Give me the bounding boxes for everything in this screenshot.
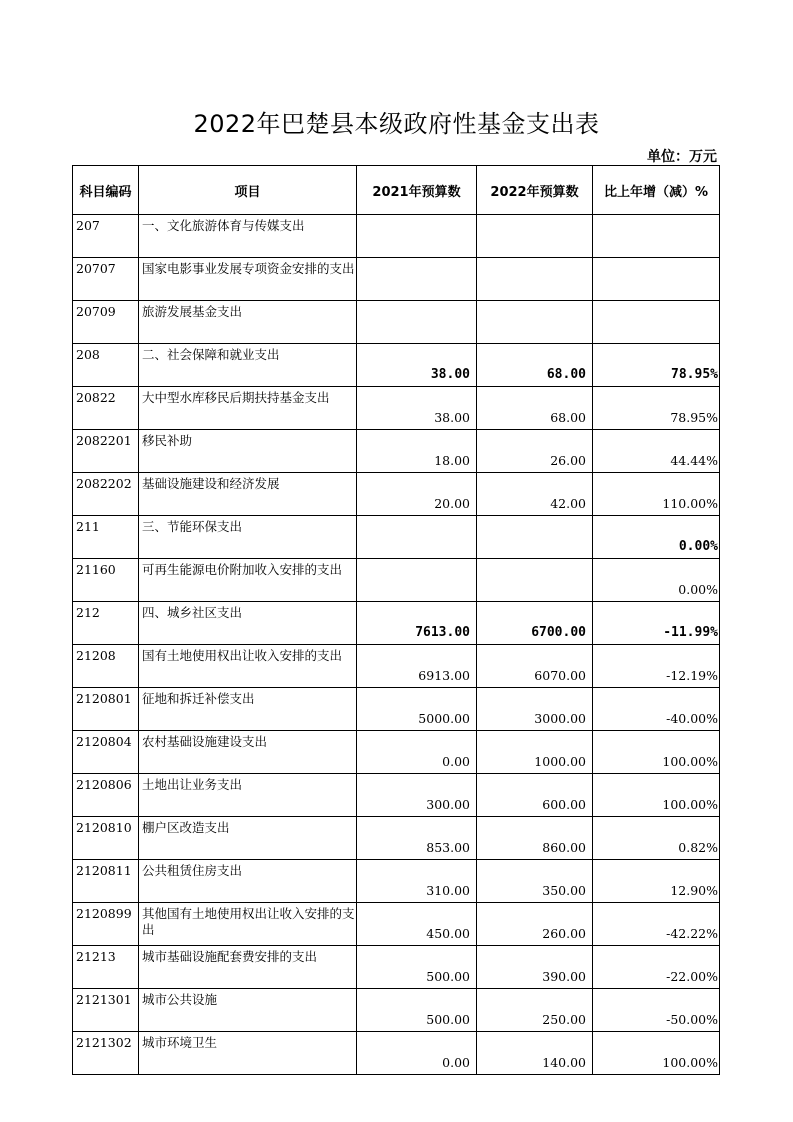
row-code: 2120810 xyxy=(73,817,139,860)
table-row xyxy=(73,387,720,430)
row-item-name: 移民补助 xyxy=(139,430,357,473)
row-item-name: 基础设施建设和经济发展 xyxy=(139,473,357,516)
table-row xyxy=(73,774,720,817)
row-code: 2120899 xyxy=(73,903,139,946)
row-item-name: 城市环境卫生 xyxy=(139,1032,357,1075)
row-2021-budget: 6913.00 xyxy=(357,645,477,688)
row-code: 2121302 xyxy=(73,1032,139,1075)
row-item-name: 征地和拆迁补偿支出 xyxy=(139,688,357,731)
row-change-percent: 44.44% xyxy=(593,430,720,473)
table-row xyxy=(73,903,720,946)
row-2022-budget: 68.00 xyxy=(477,344,593,387)
row-2022-budget: 6700.00 xyxy=(477,602,593,645)
fund-expenditure-table xyxy=(72,165,720,1075)
header-code: 科目编码 xyxy=(73,166,139,215)
row-2022-budget xyxy=(477,258,593,301)
row-item-name: 二、社会保障和就业支出 xyxy=(139,344,357,387)
row-item-name: 可再生能源电价附加收入安排的支出 xyxy=(139,559,357,602)
row-2022-budget xyxy=(477,301,593,344)
row-code: 21160 xyxy=(73,559,139,602)
row-2022-budget: 1000.00 xyxy=(477,731,593,774)
table-header-row xyxy=(73,166,720,215)
row-code: 21208 xyxy=(73,645,139,688)
row-change-percent: 0.00% xyxy=(593,559,720,602)
row-code: 2120801 xyxy=(73,688,139,731)
row-code: 2120806 xyxy=(73,774,139,817)
header-2021-budget: 2021年预算数 xyxy=(357,166,477,215)
row-code: 2082202 xyxy=(73,473,139,516)
row-code: 212 xyxy=(73,602,139,645)
row-2021-budget xyxy=(357,215,477,258)
row-item-name: 旅游发展基金支出 xyxy=(139,301,357,344)
row-code: 20707 xyxy=(73,258,139,301)
row-item-name: 三、节能环保支出 xyxy=(139,516,357,559)
row-code: 2121301 xyxy=(73,989,139,1032)
row-code: 2082201 xyxy=(73,430,139,473)
row-item-name: 土地出让业务支出 xyxy=(139,774,357,817)
row-change-percent: -50.00% xyxy=(593,989,720,1032)
row-item-name: 大中型水库移民后期扶持基金支出 xyxy=(139,387,357,430)
row-code: 208 xyxy=(73,344,139,387)
row-item-name: 城市基础设施配套费安排的支出 xyxy=(139,946,357,989)
row-2022-budget: 140.00 xyxy=(477,1032,593,1075)
row-change-percent: 78.95% xyxy=(593,387,720,430)
table-row xyxy=(73,860,720,903)
row-2021-budget: 500.00 xyxy=(357,989,477,1032)
row-2022-budget: 350.00 xyxy=(477,860,593,903)
row-item-name: 四、城乡社区支出 xyxy=(139,602,357,645)
row-2022-budget: 6070.00 xyxy=(477,645,593,688)
row-code: 211 xyxy=(73,516,139,559)
row-code: 207 xyxy=(73,215,139,258)
row-change-percent: -11.99% xyxy=(593,602,720,645)
row-2021-budget: 310.00 xyxy=(357,860,477,903)
row-2022-budget: 260.00 xyxy=(477,903,593,946)
row-change-percent: 100.00% xyxy=(593,774,720,817)
table-row xyxy=(73,215,720,258)
row-change-percent: 100.00% xyxy=(593,1032,720,1075)
row-2021-budget: 0.00 xyxy=(357,731,477,774)
row-item-name: 一、文化旅游体育与传媒支出 xyxy=(139,215,357,258)
row-2022-budget xyxy=(477,215,593,258)
row-item-name: 国有土地使用权出让收入安排的支出 xyxy=(139,645,357,688)
row-2021-budget: 38.00 xyxy=(357,387,477,430)
row-2021-budget xyxy=(357,559,477,602)
header-item: 项目 xyxy=(139,166,357,215)
row-2021-budget: 500.00 xyxy=(357,946,477,989)
row-item-name: 其他国有土地使用权出让收入安排的支出 xyxy=(139,903,357,946)
row-item-name: 公共租赁住房支出 xyxy=(139,860,357,903)
row-change-percent: 0.00% xyxy=(593,516,720,559)
row-2021-budget: 5000.00 xyxy=(357,688,477,731)
row-change-percent xyxy=(593,301,720,344)
row-code: 20709 xyxy=(73,301,139,344)
table-row xyxy=(73,989,720,1032)
row-code: 21213 xyxy=(73,946,139,989)
table-row xyxy=(73,344,720,387)
row-2022-budget: 600.00 xyxy=(477,774,593,817)
row-2021-budget: 853.00 xyxy=(357,817,477,860)
row-2021-budget: 18.00 xyxy=(357,430,477,473)
row-change-percent: 0.82% xyxy=(593,817,720,860)
row-change-percent: 100.00% xyxy=(593,731,720,774)
row-item-name: 农村基础设施建设支出 xyxy=(139,731,357,774)
row-2022-budget: 390.00 xyxy=(477,946,593,989)
table-row xyxy=(73,430,720,473)
row-2021-budget: 38.00 xyxy=(357,344,477,387)
row-code: 20822 xyxy=(73,387,139,430)
row-change-percent: 12.90% xyxy=(593,860,720,903)
row-item-name: 国家电影事业发展专项资金安排的支出 xyxy=(139,258,357,301)
row-change-percent: -40.00% xyxy=(593,688,720,731)
row-2021-budget: 20.00 xyxy=(357,473,477,516)
unit-label: 单位：万元 xyxy=(647,149,717,165)
row-change-percent: 110.00% xyxy=(593,473,720,516)
header-change-percent: 比上年增（减）% xyxy=(593,166,720,215)
row-change-percent: -22.00% xyxy=(593,946,720,989)
row-2022-budget: 250.00 xyxy=(477,989,593,1032)
row-2021-budget: 300.00 xyxy=(357,774,477,817)
table-row xyxy=(73,645,720,688)
table-row xyxy=(73,602,720,645)
table-row xyxy=(73,258,720,301)
table-row xyxy=(73,688,720,731)
row-code: 2120804 xyxy=(73,731,139,774)
row-2021-budget xyxy=(357,301,477,344)
row-2021-budget: 450.00 xyxy=(357,903,477,946)
row-change-percent xyxy=(593,215,720,258)
row-code: 2120811 xyxy=(73,860,139,903)
table-row xyxy=(73,731,720,774)
table-row xyxy=(73,516,720,559)
row-2022-budget: 42.00 xyxy=(477,473,593,516)
row-2022-budget: 26.00 xyxy=(477,430,593,473)
table-row xyxy=(73,559,720,602)
row-2022-budget: 860.00 xyxy=(477,817,593,860)
table-row xyxy=(73,817,720,860)
table-row xyxy=(73,1032,720,1075)
row-2021-budget: 7613.00 xyxy=(357,602,477,645)
row-change-percent: -12.19% xyxy=(593,645,720,688)
row-2021-budget xyxy=(357,258,477,301)
row-change-percent xyxy=(593,258,720,301)
row-2022-budget: 68.00 xyxy=(477,387,593,430)
row-2022-budget xyxy=(477,559,593,602)
row-change-percent: 78.95% xyxy=(593,344,720,387)
row-item-name: 城市公共设施 xyxy=(139,989,357,1032)
row-change-percent: -42.22% xyxy=(593,903,720,946)
row-2021-budget: 0.00 xyxy=(357,1032,477,1075)
table-row xyxy=(73,301,720,344)
row-2021-budget xyxy=(357,516,477,559)
table-row xyxy=(73,946,720,989)
row-2022-budget xyxy=(477,516,593,559)
table-row xyxy=(73,473,720,516)
header-2022-budget: 2022年预算数 xyxy=(477,166,593,215)
row-2022-budget: 3000.00 xyxy=(477,688,593,731)
row-item-name: 棚户区改造支出 xyxy=(139,817,357,860)
page-title: 2022年巴楚县本级政府性基金支出表 xyxy=(193,110,600,138)
